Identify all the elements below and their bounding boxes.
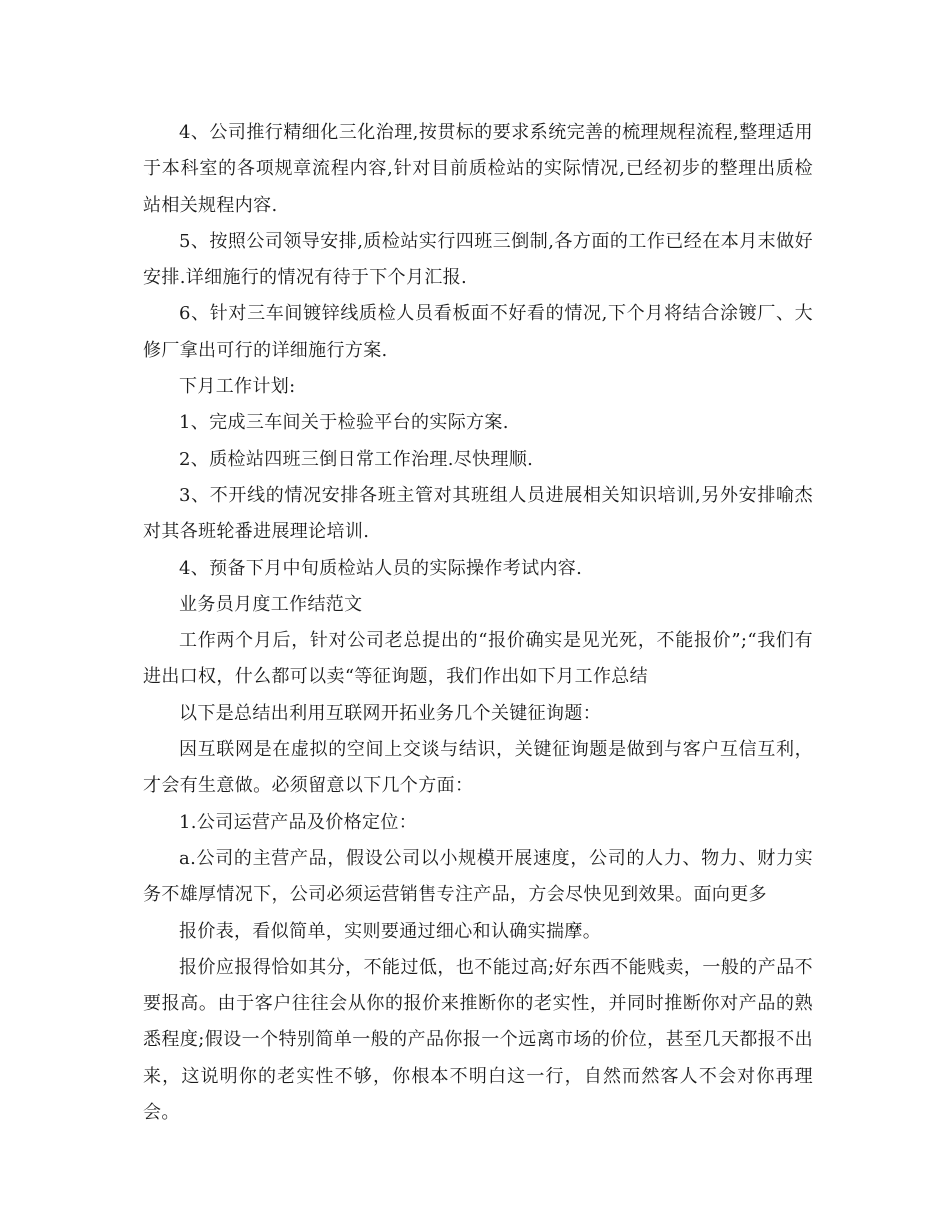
paragraph: 报价应报得恰如其分，不能过低，也不能过高;好东西不能贱卖，一般的产品不要报高。由于客户往往会从你的报价来推断你的老实性，并同时推断你对产品的熟悉程度;假设一个特别简单一般的产品你报一个远离市场的价位，甚至几天都报不出来，这说明你的老实性不够，你根本不明白这一行，自然而然客人不会对你再理会。	[143, 956, 813, 1124]
document-body	[143, 115, 813, 1131]
paragraph: 4、公司推行精细化三化治理,按贯标的要求系统完善的梳理规程流程,整理适用于本科室的各项规章流程内容,针对目前质检站的实际情况,已经初步的整理出质检站相关规程内容.	[143, 122, 813, 216]
list-item: 3、不开线的情况安排各班主管对其班组人员进展相关知识培训,另外安排喻杰对其各班轮番进展理论培训.	[143, 484, 813, 543]
paragraph: 工作两个月后，针对公司老总提出的“报价确实是见光死，不能报价”;“我们有进出口权，什么都可以卖“等征询题，我们作出如下月工作总结	[143, 630, 813, 688]
paragraph: 报价表，看似简单，实则要通过细心和认确实揣摩。	[179, 920, 602, 942]
section-heading: 业务员月度工作结范文	[179, 593, 363, 615]
paragraph: 1.公司运营产品及价格定位：	[179, 811, 418, 833]
paragraph: 以下是总结出利用互联网开拓业务几个关键征询题：	[179, 702, 602, 724]
list-item: 4、预备下月中旬质检站人员的实际操作考试内容.	[179, 557, 583, 579]
list-item: 2、质检站四班三倒日常工作治理.尽快理顺.	[179, 448, 534, 470]
paragraph: 6、针对三车间镀锌线质检人员看板面不好看的情况,下个月将结合涂镀厂、大修厂拿出可行的详细施行方案.	[143, 303, 813, 361]
list-item: 1、完成三车间关于检验平台的实际方案.	[179, 412, 509, 434]
paragraph: 因互联网是在虚拟的空间上交谈与结识，关键征询题是做到与客户互信互利，才会有生意做。必须留意以下几个方面：	[143, 739, 813, 797]
paragraph: a.公司的主营产品，假设公司以小规模开展速度，公司的人力、物力、财力实务不雄厚情况下，公司必须运营销售专注产品，方会尽快见到效果。面向更多	[143, 847, 813, 906]
paragraph: 5、按照公司领导安排,质检站实行四班三倒制,各方面的工作已经在本月末做好安排.详细施行的情况有待于下个月汇报.	[143, 230, 813, 289]
section-heading: 下月工作计划:	[179, 376, 296, 398]
